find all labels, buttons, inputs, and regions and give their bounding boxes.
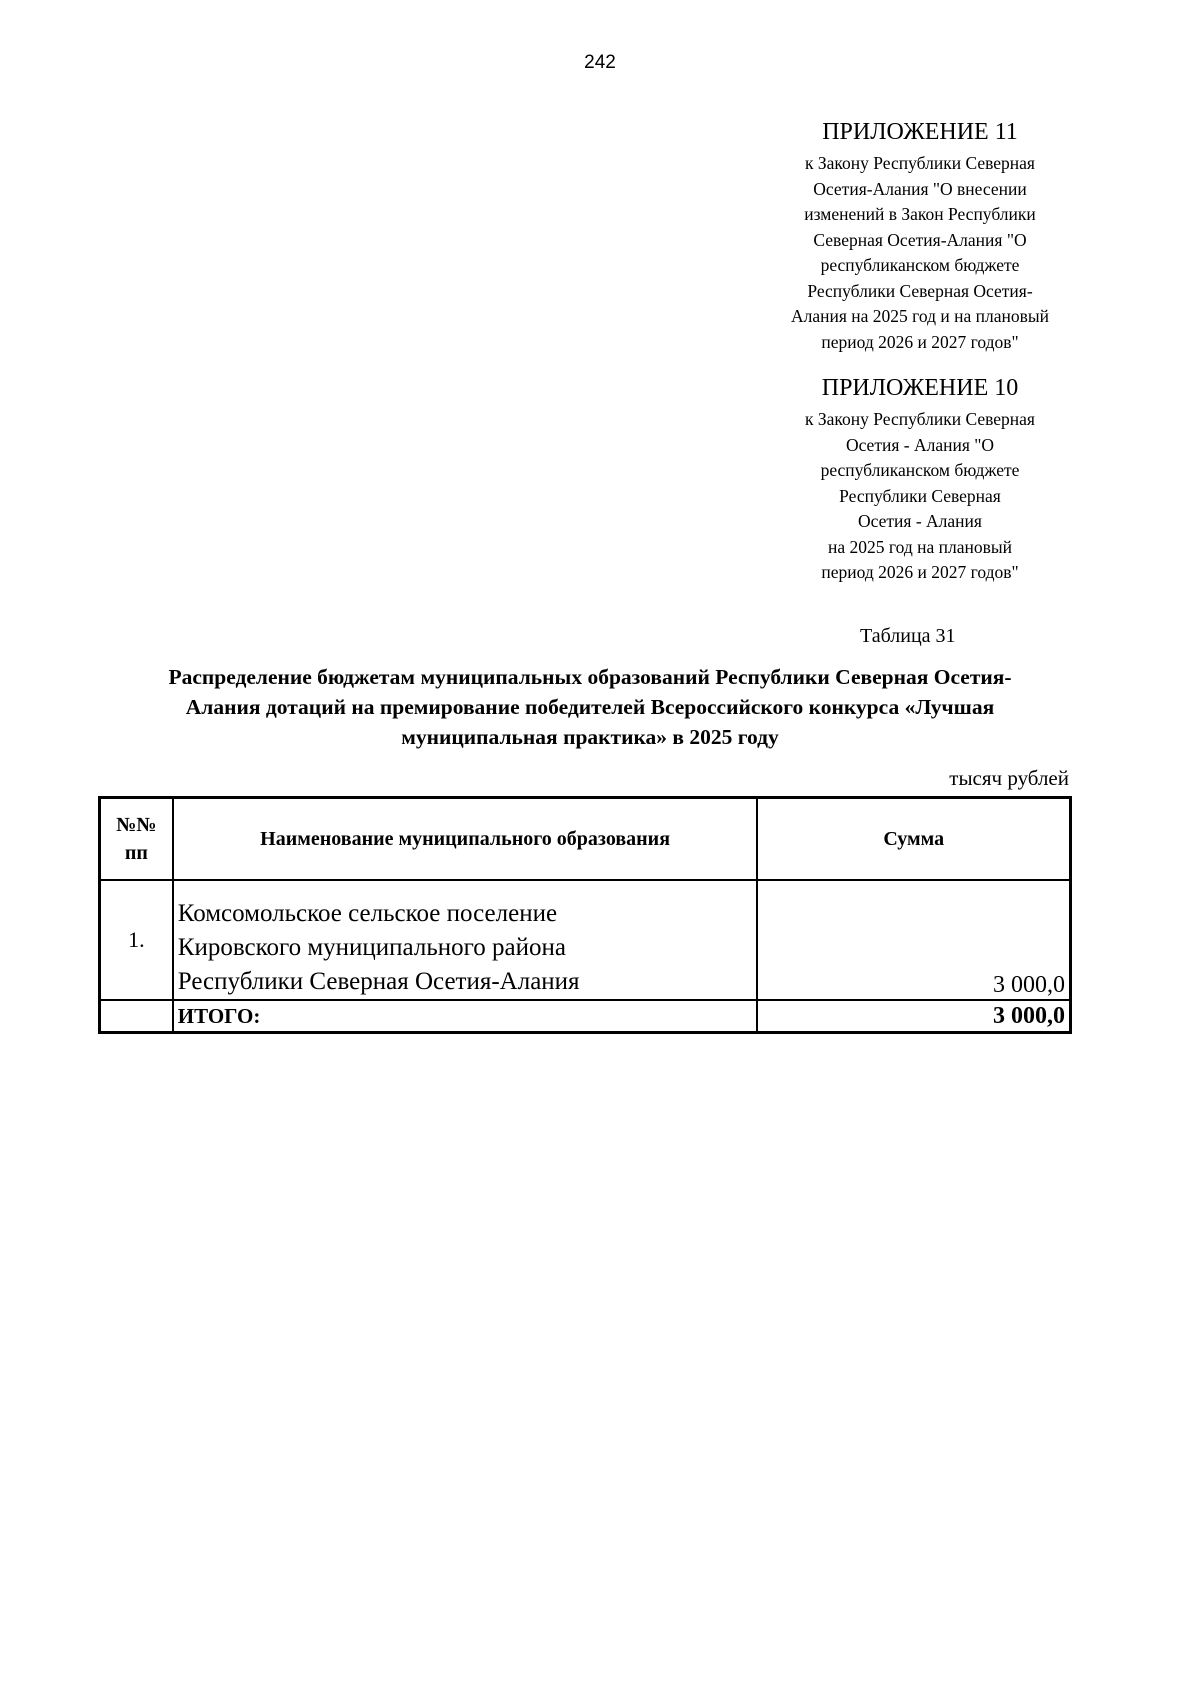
header-number	[100, 798, 173, 881]
appendix-11-title: ПРИЛОЖЕНИЕ 11	[822, 119, 1018, 145]
table-row	[100, 880, 1071, 1000]
table-label: Таблица 31	[860, 625, 956, 647]
appendix-11-line: Осетия-Алания "О внесении	[813, 178, 1027, 199]
appendix-10-text	[760, 407, 1080, 586]
appendix-10-line: к Закону Республики Северная	[805, 409, 1035, 429]
appendix-11-block	[760, 117, 1080, 355]
row-name-line: Кировского муниципального района	[177, 934, 566, 961]
units-label: тысяч рублей	[949, 766, 1069, 790]
appendix-11-text	[760, 151, 1080, 355]
header-number-line2: пп	[124, 842, 148, 864]
header-name: Наименование муниципального образования	[173, 798, 758, 881]
appendix-10-line: Осетия - Алания "О	[845, 434, 995, 455]
total-number-cell	[100, 1000, 173, 1033]
appendix-11-line: Алания на 2025 год и на плановый	[790, 306, 1050, 326]
header-number-line1: №№	[116, 814, 157, 836]
appendix-10-block	[760, 373, 1080, 586]
appendix-10-title: ПРИЛОЖЕНИЕ 10	[821, 375, 1019, 401]
document-title-line: Алания дотаций на премирование победителей Всероссийского конкурса «Лучшая	[185, 695, 995, 719]
total-row	[100, 1000, 1071, 1033]
appendix-10-line: республиканском бюджете	[820, 460, 1020, 480]
row-name	[173, 880, 758, 1000]
appendix-11-line: республиканском бюджете	[820, 255, 1020, 275]
row-number: 1.	[100, 880, 173, 1000]
header-sum: Сумма	[757, 798, 1070, 881]
document-title	[90, 662, 1090, 752]
appendix-10-line: на 2025 год на плановый	[827, 536, 1013, 557]
document-title-line: муниципальная практика» в 2025 году	[401, 725, 779, 749]
appendix-10-line: период 2026 и 2027 годов"	[821, 562, 1019, 582]
row-sum: 3 000,0	[757, 880, 1070, 1000]
row-name-line: Комсомольское сельское поселение	[177, 900, 558, 927]
total-sum: 3 000,0	[757, 1000, 1070, 1033]
appendix-11-line: Республики Северная Осетия-	[807, 280, 1033, 301]
total-label: ИТОГО:	[173, 1000, 758, 1033]
appendix-11-line: период 2026 и 2027 годов"	[821, 331, 1019, 352]
appendix-11-line: Северная Осетия-Алания "О	[813, 229, 1027, 250]
appendix-10-line: Республики Северная	[839, 485, 1001, 506]
distribution-table	[98, 796, 1072, 1034]
document-title-line: Распределение бюджетам муниципальных образований Республики Северная Осетия-	[168, 665, 1012, 689]
appendix-10-line: Осетия - Алания	[858, 511, 982, 531]
appendix-11-line: к Закону Республики Северная	[805, 153, 1035, 173]
appendix-11-line: изменений в Закон Республики	[804, 204, 1036, 224]
row-name-line: Республики Северная Осетия-Алания	[177, 968, 580, 995]
table-header-row	[100, 798, 1071, 881]
page-number: 242	[584, 52, 616, 73]
